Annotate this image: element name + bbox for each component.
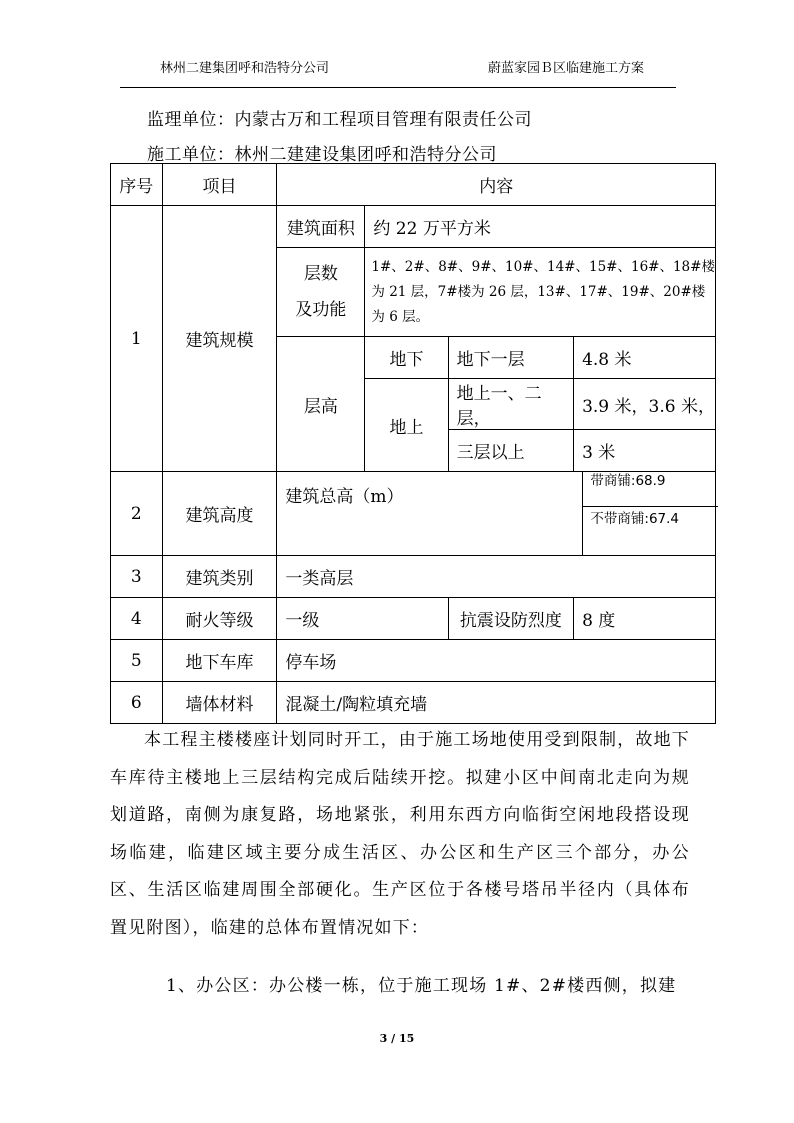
seismic-value: 8 度 xyxy=(574,598,716,640)
height-subcell xyxy=(582,471,718,555)
above-height-2: 3 米 xyxy=(574,430,716,472)
area-value: 约 22 万平方米 xyxy=(365,206,716,248)
total-height-label: 建筑总高（m） xyxy=(285,487,404,507)
row3-value: 一类高层 xyxy=(277,556,716,598)
header-item: 项目 xyxy=(162,164,277,206)
row4-item: 耐火等级 xyxy=(162,598,277,640)
supervisor-line: 监理单位：内蒙古万和工程项目管理有限责任公司 xyxy=(147,110,532,130)
with-shops: 带商铺:68.9 xyxy=(583,471,718,507)
header-no: 序号 xyxy=(111,164,163,206)
row2-no: 2 xyxy=(111,472,163,556)
floors-label xyxy=(277,248,365,337)
page-number: 3 / 15 xyxy=(379,1032,415,1045)
row6-no: 6 xyxy=(111,682,163,724)
project-info-table xyxy=(110,163,716,724)
underground-label: 地下 xyxy=(365,337,448,379)
body-paragraph: 本工程主楼楼座计划同时开工，由于施工场地使用受到限制，故地下车库待主楼地上三层结构完成后陆续开挖。拟建小区中间南北走向为规划道路，南侧为康复路，场地紧张，利用东西方向临街空闲地段搭设现场临建，临建区域主要分成生活区、办公区和生产区三个部分，办公区、生活区临建周围全部硬化。生产区位于各楼号塔吊半径内（具体布置见附图），临建的总体布置情况如下： xyxy=(110,730,690,938)
header-company: 林州二建集团呼和浩特分公司 xyxy=(160,61,330,76)
floors-label-1: 层数 xyxy=(303,264,338,284)
height-cell xyxy=(277,472,716,556)
row1-no: 1 xyxy=(111,206,163,472)
row4-value: 一级 xyxy=(277,598,448,640)
row3-no: 3 xyxy=(111,556,163,598)
above-level-1: 地上一、二层， xyxy=(448,379,573,430)
contractor-line: 施工单位：林州二建建设集团呼和浩特分公司 xyxy=(147,145,497,165)
floors-label-2: 及功能 xyxy=(295,300,347,320)
without-shops: 不带商铺:67.4 xyxy=(590,511,680,527)
row5-value: 停车场 xyxy=(277,640,716,682)
aboveground-label: 地上 xyxy=(365,379,448,472)
above-height-1: 3.9 米，3.6 米， xyxy=(574,379,716,430)
height-label: 层高 xyxy=(277,337,365,472)
row1-item: 建筑规模 xyxy=(162,206,277,472)
area-label: 建筑面积 xyxy=(277,206,365,248)
row6-value: 混凝土/陶粒填充墙 xyxy=(277,682,716,724)
row4-no: 4 xyxy=(111,598,163,640)
row5-no: 5 xyxy=(111,640,163,682)
header-project: 蔚蓝家园Ｂ区临建施工方案 xyxy=(488,61,645,76)
above-level-2: 三层以上 xyxy=(448,430,573,472)
floors-value: 1#、2#、8#、9#、10#、14#、15#、16#、18#楼为 21 层，7#楼为 26 层，13#、17#、19#、20#楼为 6 层。 xyxy=(365,248,716,337)
seismic-label: 抗震设防烈度 xyxy=(448,598,573,640)
underground-level: 地下一层 xyxy=(448,337,573,379)
row5-item: 地下车库 xyxy=(162,640,277,682)
header-rule xyxy=(120,87,676,88)
row2-item: 建筑高度 xyxy=(162,472,277,556)
row3-item: 建筑类别 xyxy=(162,556,277,598)
underground-height: 4.8 米 xyxy=(574,337,716,379)
header-content: 内容 xyxy=(277,164,716,206)
body-item-1: 1、办公区：办公楼一栋，位于施工现场 1#、2#楼西侧，拟建 xyxy=(166,976,677,996)
row6-item: 墙体材料 xyxy=(162,682,277,724)
